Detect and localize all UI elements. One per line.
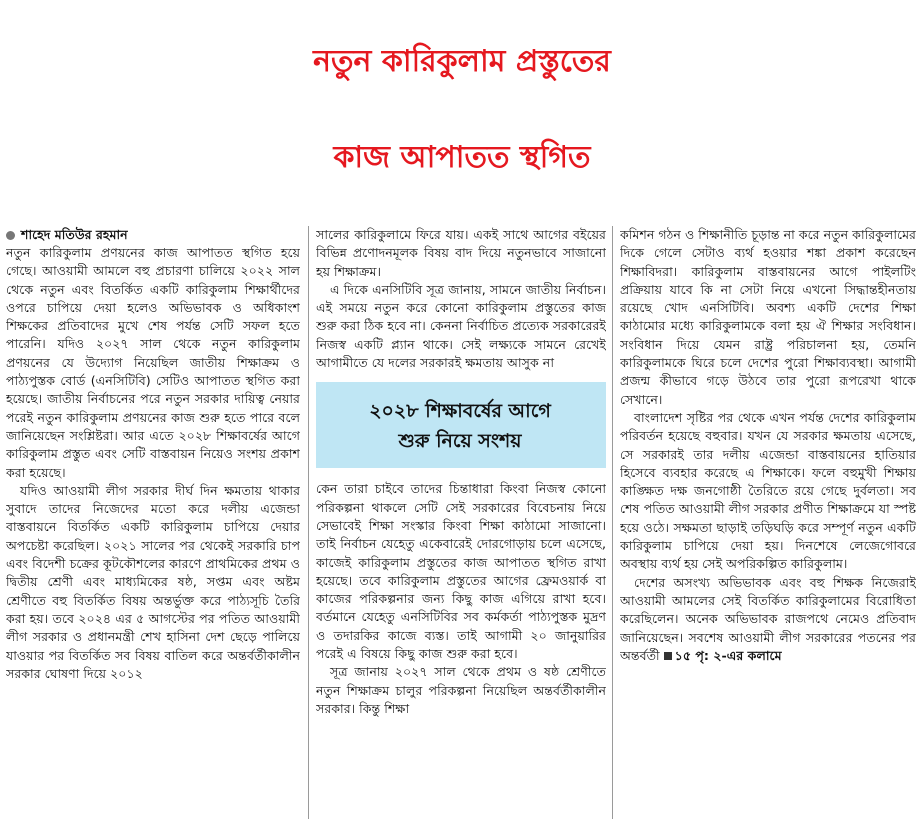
- paragraph: [620, 574, 916, 665]
- headline-line-2: কাজ আপাতত স্থগিত: [333, 140, 591, 175]
- paragraph: কেন তারা চাইবে তাদের চিন্তাধারা কিংবা নিজস্ব কোনো পরিকল্পনা থাকলে সেটি সেই সরকারের বিবেচনায় নিয়ে সেভাবেই শিক্ষা সংস্কার কিংবা শিক্ষা কাঠামো সাজানো। তাই নির্বাচন যেহেতু একেবারেই দোরগোড়ায় চলে এসেছে, কাজেই কারিকুলাম প্রস্তুতের কাজ আপাতত স্থগিত রাখা হয়েছে। তবে কারিকুলাম প্রস্তুতের আগের ফ্রেমওয়ার্ক বা কাজের পরিকল্পনার জন্য কিছু কাজ এগিয়ে রাখা হবে। বর্তমানে যেহেতু এনসিটিবির সব কর্মকর্তা পাঠ্যপুস্তক মুদ্রণ ও তদারকির কাজে ব্যস্ত। তাই আগামী ২০ জানুয়ারির পরেই এ বিষয়ে কিছু কাজ শুরু করা হবে।: [316, 481, 606, 662]
- paragraph: নতুন কারিকুলাম প্রণয়নের কাজ আপাতত স্থগিত হয়ে গেছে। আওয়ামী আমলে বহু প্রচারণা চালিয়ে ২০২২ সাল থেকে নতুন এবং বিতর্কিত একটি কারিকুলাম শিক্ষার্থীদের ওপরে চাপিয়ে দেয়া হলেও অভিভাবক ও অধিকাংশ শিক্ষকের প্রতিবাদের মুখে শেষ পর্যন্ত সেটি সফল হতে পারেনি। যদিও ২০২৭ সাল থেকে নতুন কারিকুলাম প্রণয়নের যে উদ্যোগ নিয়েছিল জাতীয় শিক্ষাক্রম ও পাঠ্যপুস্তক বোর্ড (এনসিটিবি) সেটিও আপাতত স্থগিত করা হয়েছে। জাতীয় নির্বাচনের পরে নতুন সরকার দায়িত্ব নেয়ার পরেই নতুন কারিকুলাম প্রণয়নের কাজ শুরু হতে পারে বলে জানিয়েছেন সংশ্লিষ্টরা। আর এতে ২০২৮ শিক্ষাবর্ষের আগে কারিকুলাম প্রস্তুত এবং সেটি বাস্তবায়ন নিয়েও সংশয় প্রকাশ করা হয়েছে।: [6, 245, 300, 480]
- paragraph: কমিশন গঠন ও শিক্ষানীতি চূড়ান্ত না করে নতুন কারিকুলামের দিকে গেলে সেটাও ব্যর্থ হওয়ার শঙ্কা প্রকাশ করেছেন শিক্ষাবিদরা। কারিকুলাম বাস্তবায়নের আগে পাইলটিং প্রক্রিয়ায় যাবে কি না সেটা নিয়ে এখনো সিদ্ধান্তহীনতায় রয়েছে খোদ এনসিটিবি। অবশ্য একটি দেশের শিক্ষা কাঠামোর মধ্যে কারিকুলামকে বলা হয় ঐ শিক্ষার সংবিধান। সংবিধান দিয়ে যেমন রাষ্ট্র পরিচালনা হয়, তেমনি কারিকুলামকে ঘিরে চলে দেশের পুরো শিক্ষাব্যবস্থা। আগামী প্রজন্ম কীভাবে গড়ে উঠবে তার পুরো রূপরেখা থাকে সেখানে।: [620, 227, 916, 407]
- byline-author: শাহেদ মতিউর রহমান: [21, 226, 128, 242]
- byline: [6, 226, 300, 244]
- paragraph: সূত্র জানায় ২০২৭ সাল থেকে প্রথম ও ষষ্ঠ শ্রেণীতে নতুন শিক্ষাক্রম চালুর পরিকল্পনা নিয়েছিল অন্তর্বর্তীকালীন সরকার। কিন্তু শিক্ষা: [316, 664, 606, 716]
- paragraph: সালের কারিকুলামে ফিরে যায়। একই সাথে আগের বইয়ের বিভিন্ন প্রণোদনমূলক বিষয় বাদ দিয়ে নতুনভাবে সাজানো হয় শিক্ষাক্রম।: [316, 227, 606, 279]
- bullet-icon: [6, 231, 15, 240]
- pull-quote: [316, 382, 606, 468]
- headline: [0, 14, 924, 206]
- continued-on-reference[interactable]: ১৫ পৃ: ২-এর কলামে: [674, 647, 782, 663]
- headline-line-1: নতুন কারিকুলাম প্রস্তুতের: [313, 44, 611, 79]
- column-divider: [308, 226, 309, 819]
- pull-quote-line-2: শুরু নিয়ে সংশয়: [398, 430, 522, 453]
- paragraph: এ দিকে এনসিটিবি সূত্র জানায়, সামনে জাতীয় নির্বাচন। এই সময়ে নতুন করে কোনো কারিকুলাম প্রস্তুতের কাজ শুরু করা ঠিক হবে না। কেননা নির্বাচিত প্রত্যেক সরকারেরই নিজস্ব একটি প্ল্যান থাকে। সেই লক্ষ্যকে সামনে রেখেই আগামীতে যে দলের সরকারই ক্ষমতায় আসুক না: [316, 281, 606, 371]
- column-divider: [612, 226, 613, 819]
- square-bullet-icon: [664, 652, 672, 660]
- article-column-3: [620, 226, 916, 819]
- paragraph: বাংলাদেশ সৃষ্টির পর থেকে এখন পর্যন্ত দেশের কারিকুলাম পরিবর্তন হয়েছে বহুবার। যখন যে সরকার ক্ষমতায় এসেছে, সে সরকারই তার দলীয় এজেন্ডা বাস্তবায়নের হাতিয়ার হিসেবে ব্যবহার করেছে এ শিক্ষাকে। ফলে বহুমুখী শিক্ষায় কাঙ্ক্ষিত দক্ষ জনগোষ্ঠী তৈরিতে রয়ে গেছে দুর্বলতা। সব শেষ পতিত আওয়ামী লীগ সরকার প্রণীত শিক্ষাক্রমে যা স্পষ্ট হয়ে ওঠে। সক্ষমতা ছাড়াই তড়িঘড়ি করে সম্পূর্ণ নতুন একটি কারিকুলাম চাপিয়ে দেয়া হয়। দিনশেষে লেজেগোবরে অবস্থায় ব্যর্থ হয় সেই অপরিকল্পিত কারিকুলাম।: [620, 409, 916, 572]
- paragraph: যদিও আওয়ামী লীগ সরকার দীর্ঘ দিন ক্ষমতায় থাকার সুবাদে তাদের নিজেদের মতো করে দলীয় এজেন্ডা বাস্তবায়নে বিতর্কিত একটি কারিকুলাম চাপিয়ে দেয়ার অপচেষ্টা করেছিল। ২০২১ সালের পর থেকেই সরকারি চাপ এবং বিদেশী চক্রের কূটকৌশলের কারণে প্রাথমিকের প্রথম ও দ্বিতীয় শ্রেণী এবং মাধ্যমিকের ষষ্ঠ, সপ্তম এবং অষ্টম শ্রেণীতে বহু বিতর্কিত বিষয় অন্তর্ভুক্ত করে পাঠ্যসূচি তৈরি করা হয়। তবে ২০২৪ এর ৫ আগস্টের পর পতিত আওয়ামী লীগ সরকার ও প্রধানমন্ত্রী শেখ হাসিনা দেশ ছেড়ে পালিয়ে যাওয়ার পর বিতর্কিত সব বিষয় বাতিল করে অন্তর্বর্তীকালীন সরকার ঘোষণা দিয়ে ২০১২: [6, 482, 300, 681]
- article-column-2: [316, 226, 606, 819]
- paragraph-text: দেশের অসংখ্য অভিভাবক এবং বহু শিক্ষক নিজেরাই আওয়ামী আমলের সেই বিতর্কিত কারিকুলামের বিরোধিতা করেছিলেন। অনেক অভিভাবক রাজপথে নেমেও প্রতিবাদ জানিয়েছেন। সবশেষ আওয়ামী লীগ সরকারের পতনের পর অন্তর্বর্তী: [620, 574, 916, 663]
- pull-quote-line-1: ২০২৮ শিক্ষাবর্ষের আগে: [369, 400, 551, 423]
- article-column-1: [6, 226, 300, 819]
